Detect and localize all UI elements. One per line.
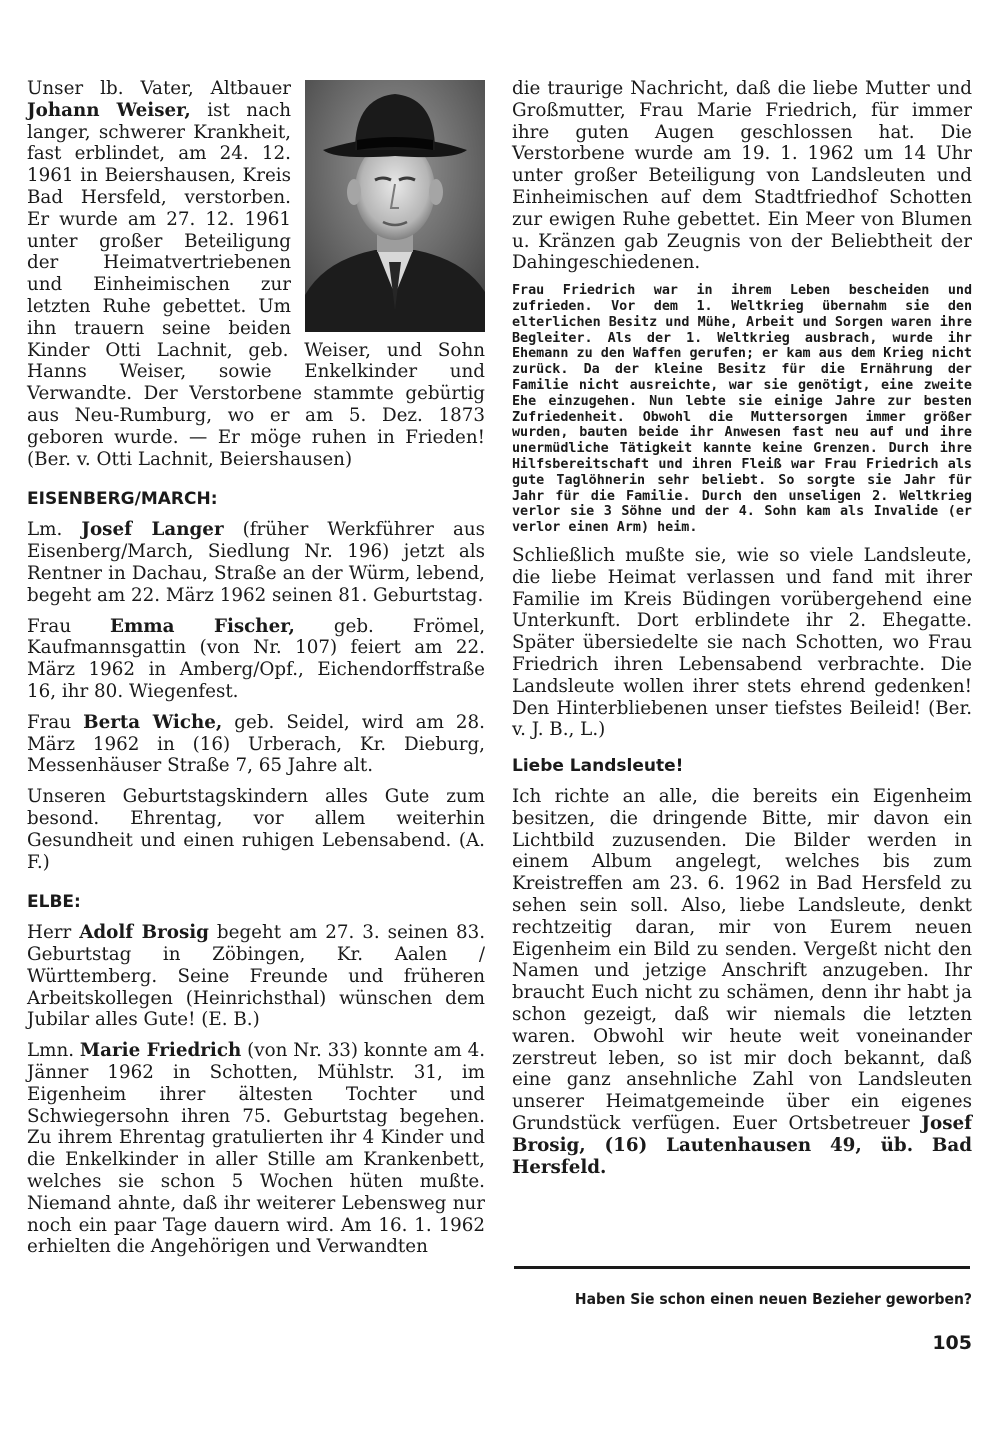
friedrich-biography: Frau Friedrich war in ihrem Leben bescheiden und zufrieden. Vor dem 1. Weltkrieg übernahm sie den elterlichen Besitz und Mühe, Arbeit und Sorgen waren ihre Begleiter. Als der 1. Weltkrieg ausbrach, wurde ihr Ehemann zu den Waffen gerufen; er kam aus dem Krieg nicht zurück. Da der kleine Besitz für die Ernährung der Familie nicht ausreichte, war sie genötigt, eine zweite Ehe einzugehen. Nun lebte sie einige Jahre zur besten Zufriedenheit. Obwohl die Muttersorgen immer größer wurden, bauten beide ihr Anwesen fast neu auf und ihre unermüdliche Tätigkeit kannte keine Grenzen. Durch ihre Hilfsbereitschaft und ihren Fleiß war Frau Friedrich als gute Taglöhnerin sehr beliebt. So sorgte sie Jahr für Jahr für die Familie. Durch den unseligen 2. Weltkrieg verlor sie 3 Söhne und der 4. Sohn kam als Invalide (er verlor einen Arm) heim. [512, 283, 972, 536]
left-column [27, 78, 485, 1258]
footer-divider [514, 1266, 970, 1269]
brosig-text: begeht am 27. 3. seinen 83. Geburtstag in Zöbingen, Kr. Aalen / Württemberg. Seine Freunde und früheren Arbeitskollegen (Heinrichsthal) wünschen dem Jubilar alles Gute! (E. B.) [27, 922, 486, 1031]
wiche-name: Berta Wiche, [83, 711, 223, 733]
section-heading-landsleute: Liebe Landsleute! [512, 756, 684, 777]
fischer-text: geb. Frömel, Kaufmannsgattin (von Nr. 107) feiert am 22. März 1962 in Amberg/Opf., Eichendorffstraße 16, ihr 80. Wiegenfest. [27, 615, 486, 702]
footer-slogan: Haben Sie schon einen neuen Bezieher geworben? [574, 1290, 972, 1308]
brosig-prefix: Herr [27, 922, 72, 944]
section-heading-eisenberg: EISENBERG/MARCH: [27, 489, 218, 510]
appeal-text: Ich richte an alle, die bereits ein Eigenheim besitzen, die dringende Bitte, mir davon ein Lichtbild zuzusenden. Die Bilder werden in einem Album angelegt, welches bis zum Kreistreffen am 23. 6. 1962 in Bad Hersfeld zu sehen sein soll. Also, liebe Landsleute, denkt rechtzeitig daran, mir von Eurem neuen Eigenheim ein Bild zu senden. Vergeßt nicht den Namen und jetzige Anschrift anzugeben. Ihr braucht Euch nicht zu schämen, denn ihr habt ja schon gezeigt, daß wir niemals die letzten waren. Obwohl wir heute weit voneinander zerstreut leben, so ist mir doch bekannt, daß eine ganz ansehnliche Zahl von Landsleuten unserer Heimatgemeinde über ein eigenes Grundstück verfügen. Euer Ortsbetreuer [512, 786, 972, 1135]
birthday-wiche [27, 712, 485, 777]
portrait-man-with-hat-image [305, 80, 485, 332]
birthday-langer [27, 519, 485, 606]
langer-text: (früher Werkführer aus Eisenberg/March, Siedlung Nr. 196) jetzt als Rentner in Dachau, Straße an der Würm, lebend, begeht am 22. März 1962 seinen 81. Geburtstag. [27, 519, 486, 606]
obituary-weiser [27, 78, 485, 470]
obituary-intro: Unser lb. Vater, Altbauer [27, 78, 291, 99]
wiche-text: geb. Seidel, wird am 28. März 1962 in (16) Urberach, Kr. Dieburg, Messenhäuser Straße 7, 65 Jahre alt. [27, 711, 485, 777]
appeal-photos [512, 786, 972, 1178]
birthday-wishes: Unseren Geburtstagskindern alles Gute zum besond. Ehrentag, vor allem weiterhin Gesundheit und einen ruhigen Lebensabend. (A. F.) [27, 786, 485, 873]
section-heading-elbe: ELBE: [27, 892, 81, 913]
friedrich-text: (von Nr. 33) konnte am 4. Jänner 1962 in Schotten, Mühlstr. 31, im Eigenheim ihrer ältesten Tochter und Schwiegersohn ihren 75. Geburtstag begehen. Zu ihrem Ehrentag gratulierten ihr 4 Kinder und die Enkelkinder in aller Stille am Krankenbett, welches sie schon 5 Wochen hüten mußte. Niemand ahnte, daß ihr weiterer Lebensweg nur noch ein paar Tage dauern wird. Am 16. 1. 1962 erhielten die Angehörigen und Verwandten [27, 1040, 486, 1258]
langer-prefix: Lm. [27, 519, 63, 541]
friedrich-prefix: Lmn. [27, 1040, 75, 1062]
friedrich-name: Marie Friedrich [79, 1040, 242, 1062]
obituary-name: Johann Weiser, [27, 99, 191, 121]
birthday-fischer [27, 616, 485, 703]
friedrich-later-life: Schließlich mußte sie, wie so viele Landsleute, die liebe Heimat verlassen und fand mit ihrer Familie im Kreis Büdingen vorübergehend eine Unterkunft. Dort erblindete ihr 2. Ehegatte. Später übersiedelte sie nach Schotten, wo Frau Friedrich ihren Lebensabend verbrachte. Die Landsleute wollen ihrer stets ehrend gedenken! Den Hinterbliebenen unser tiefstes Beileid! (Ber. v. J. B., L.) [512, 544, 972, 741]
obituary-friedrich-start [27, 1040, 485, 1258]
obituary-friedrich-continued: die traurige Nachricht, daß die liebe Mutter und Großmutter, Frau Marie Friedrich, für immer ihre guten Augen geschlossen hat. Die Verstorbene wurde am 19. 1. 1962 um 14 Uhr unter großer Beteiligung von Landsleuten und Einheimischen auf dem Stadtfriedhof Schotten zur ewigen Ruhe gebettet. Ein Meer von Blumen u. Kränzen gab Zeugnis von der Beliebtheit der Dahingeschiedenen. [512, 78, 972, 274]
wiche-prefix: Frau [27, 711, 72, 733]
langer-name: Josef Langer [81, 519, 224, 541]
right-column [512, 78, 972, 1178]
fischer-name: Emma Fischer, [110, 615, 295, 637]
obituary-text: ist nach langer, schwerer Krankheit, fast erblindet, am 24. 12. 1961 in Beiershausen, Kreis Bad Hersfeld, verstorben. Er wurde am 27. 12. 1961 unter großer Beteiligung der Heimatvertriebenen und Einheimischen zur letzten Ruhe gebettet. Um ihn trauern seine beiden Kinder Otti Lachnit, geb. Weiser, und Sohn Hanns Weiser, sowie Enkelkinder und Verwandte. Der Verstorbene stammte gebürtig aus Neu-Rumburg, wo er am 5. Dez. 1873 geboren wurde. — Er möge ruhen in Frieden! (Ber. v. Otti Lachnit, Beiershausen) [27, 99, 485, 470]
brosig-name: Adolf Brosig [79, 922, 209, 944]
appeal-signature: Josef Brosig, (16) Lautenhausen 49, üb. Bad Hersfeld. [512, 1113, 973, 1178]
birthday-brosig [27, 922, 485, 1031]
fischer-prefix: Frau [27, 615, 72, 637]
portrait-photo [305, 80, 485, 332]
page-number: 105 [932, 1332, 972, 1354]
